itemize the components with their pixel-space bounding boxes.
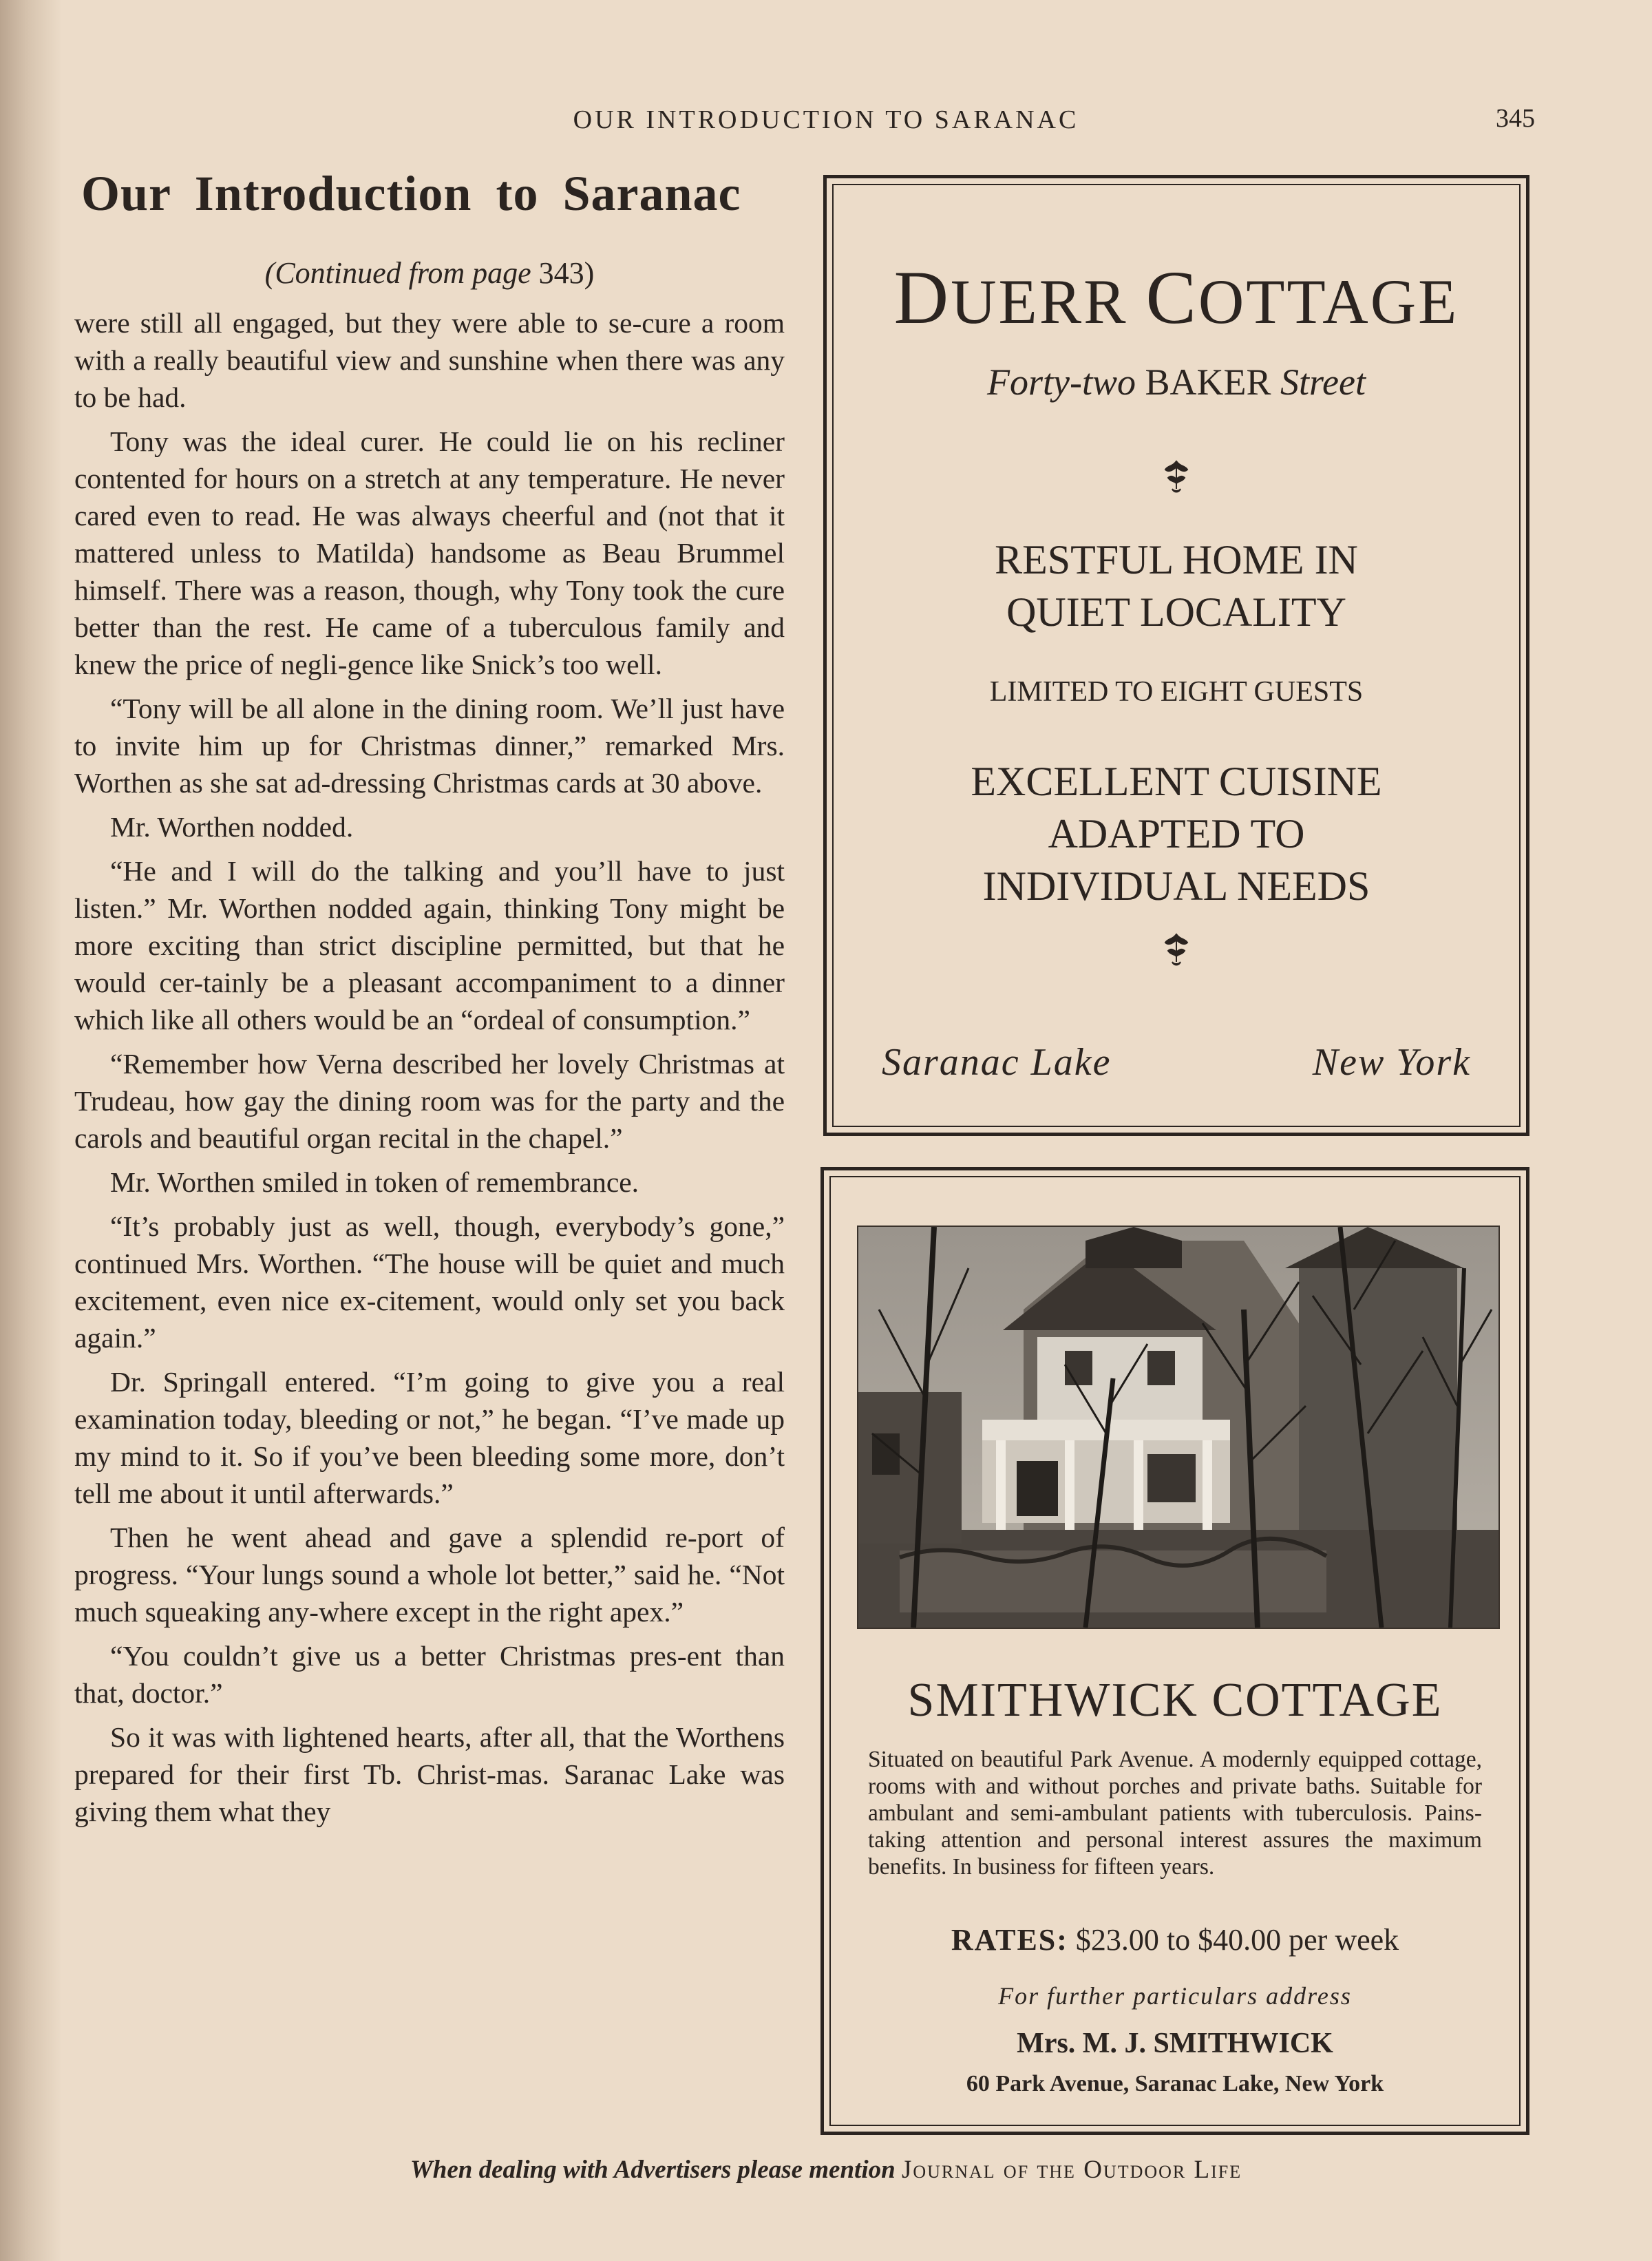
continued-label: (Continued from page — [264, 256, 531, 290]
footer-journal: Journal of the Outdoor Life — [901, 2156, 1242, 2184]
paragraph: “You couldn’t give us a better Christmas pres-ent than that, doctor.” — [74, 1640, 785, 1709]
address-number: Forty-two — [987, 361, 1145, 403]
cottage-title-rest: OTTAGE — [1198, 266, 1459, 337]
paragraph: Mr. Worthen smiled in token of remembrance. — [110, 1166, 639, 1198]
smithwick-ad-rates — [831, 1922, 1519, 1957]
smithwick-ad-description: Situated on beautiful Park Avenue. A modernly equipped cottage, rooms with and without porches and private baths. Suitable for ambulant and semi-ambulant patients with tuberculosis. Pains-taking attention and personal interest assures the maximum benefits. In business for fifteen years. — [868, 1747, 1482, 1880]
smithwick-cottage-ad — [820, 1167, 1529, 2135]
duerr-tagline-guests: LIMITED TO EIGHT GUESTS — [989, 676, 1364, 708]
duerr-cottage-ad — [823, 175, 1529, 1136]
paragraph: “Tony will be all alone in the dining room. We’ll just have to invite him up for Christmas dinner,” remarked Mrs. Worthen as she sat ad-dressing Christmas cards at 30 above. — [74, 693, 785, 799]
continued-note — [74, 255, 785, 291]
duerr-tagline-cuisine — [834, 755, 1519, 912]
fleuron-ornament-icon — [1156, 930, 1197, 971]
address-street-name: BAKER — [1145, 361, 1271, 403]
rates-label: RATES: — [951, 1923, 1068, 1957]
tagline-line: RESTFUL HOME IN — [995, 537, 1358, 582]
tagline-line: ADAPTED TO — [1048, 811, 1305, 856]
paragraph: “It’s probably just as well, though, everybody’s gone,” continued Mrs. Worthen. “The house will be quiet and much excitement, even nice ex-citement, would only set you back again.” — [74, 1210, 785, 1354]
tagline-line: EXCELLENT CUISINE — [971, 759, 1382, 804]
paragraph: Mr. Worthen nodded. — [110, 811, 354, 843]
fleuron-ornament-icon — [1156, 457, 1197, 498]
article-column — [74, 165, 785, 1837]
smithwick-ad-contact-name: Mrs. M. J. SMITHWICK — [1017, 2028, 1333, 2059]
tagline-line: INDIVIDUAL NEEDS — [982, 863, 1370, 909]
paragraph: Dr. Springall entered. “I’m going to give you a real examination today, bleeding or not,” he began. “I’ve made up my mind to it. So if you’ve been bleeding some more, don’t tell me about it until afterwards.” — [74, 1366, 785, 1509]
footer-note: When dealing with Advertisers please mention — [410, 2156, 896, 2184]
book-spine-shadow — [0, 0, 62, 2261]
tagline-line: QUIET LOCALITY — [1006, 589, 1346, 635]
smithwick-ad-title: SMITHWICK COTTAGE — [907, 1674, 1443, 1727]
continued-page: 343) — [538, 256, 595, 290]
location-state: New York — [1312, 1041, 1471, 1084]
duerr-title-cap: D — [893, 255, 951, 339]
paragraph: “He and I will do the talking and you’ll have to just listen.” Mr. Worthen nodded again, thinking Tony might be more exciting than strict discipline permitted, but that he would cer-tainly be a pleasant accompaniment to a dinner which like all others would be an “ordeal of consumption.” — [74, 855, 785, 1035]
smithwick-ad-further: For further particulars address — [998, 1982, 1352, 2010]
duerr-ad-inner-frame — [832, 184, 1521, 1127]
page-footer — [206, 2155, 1446, 2185]
rates-value: $23.00 to $40.00 per week — [1075, 1923, 1399, 1957]
paragraph: were still all engaged, but they were able to se-cure a room with a really beautiful view and sunshine when there was any to be had. — [74, 307, 785, 413]
running-head: OUR INTRODUCTION TO SARANAC — [573, 105, 1079, 134]
location-city: Saranac Lake — [882, 1041, 1112, 1084]
smithwick-ad-inner-frame — [829, 1176, 1521, 2126]
duerr-ad-title — [834, 254, 1519, 341]
smithwick-ad-contact-address: 60 Park Avenue, Saranac Lake, New York — [966, 2071, 1384, 2096]
duerr-title-rest: UERR — [951, 266, 1146, 337]
duerr-tagline-home — [834, 534, 1519, 638]
address-street-suffix: Street — [1271, 361, 1366, 403]
article-title: Our Introduction to Saranac — [81, 166, 741, 221]
paragraph: Then he went ahead and gave a splendid re-port of progress. “Your lungs sound a whole lot better,” said he. “Not much squeaking any-where except in the right apex.” — [74, 1522, 785, 1628]
paragraph: So it was with lightened hearts, after all, that the Worthens prepared for their first Tb. Christ-mas. Saranac Lake was giving them what they — [74, 1721, 785, 1827]
page-number: 345 — [1496, 104, 1535, 133]
article-body — [74, 304, 785, 1830]
paragraph: “Remember how Verna described her lovely Christmas at Trudeau, how gay the dining room was for the party and the carols and beautiful organ recital in the chapel.” — [74, 1048, 785, 1154]
cottage-photo — [857, 1226, 1500, 1629]
duerr-ad-address — [834, 361, 1519, 403]
cottage-title-cap: C — [1145, 255, 1198, 339]
paragraph: Tony was the ideal curer. He could lie on his recliner contented for hours on a stretch at any temperature. He never cared even to read. He was always cheerful and (not that it mattered unless to Matilda) handsome as Beau Brummel himself. There was a reason, though, why Tony took the cure better than the rest. He came of a tuberculous family and knew the price of negli-gence like Snick’s too well. — [74, 425, 785, 680]
